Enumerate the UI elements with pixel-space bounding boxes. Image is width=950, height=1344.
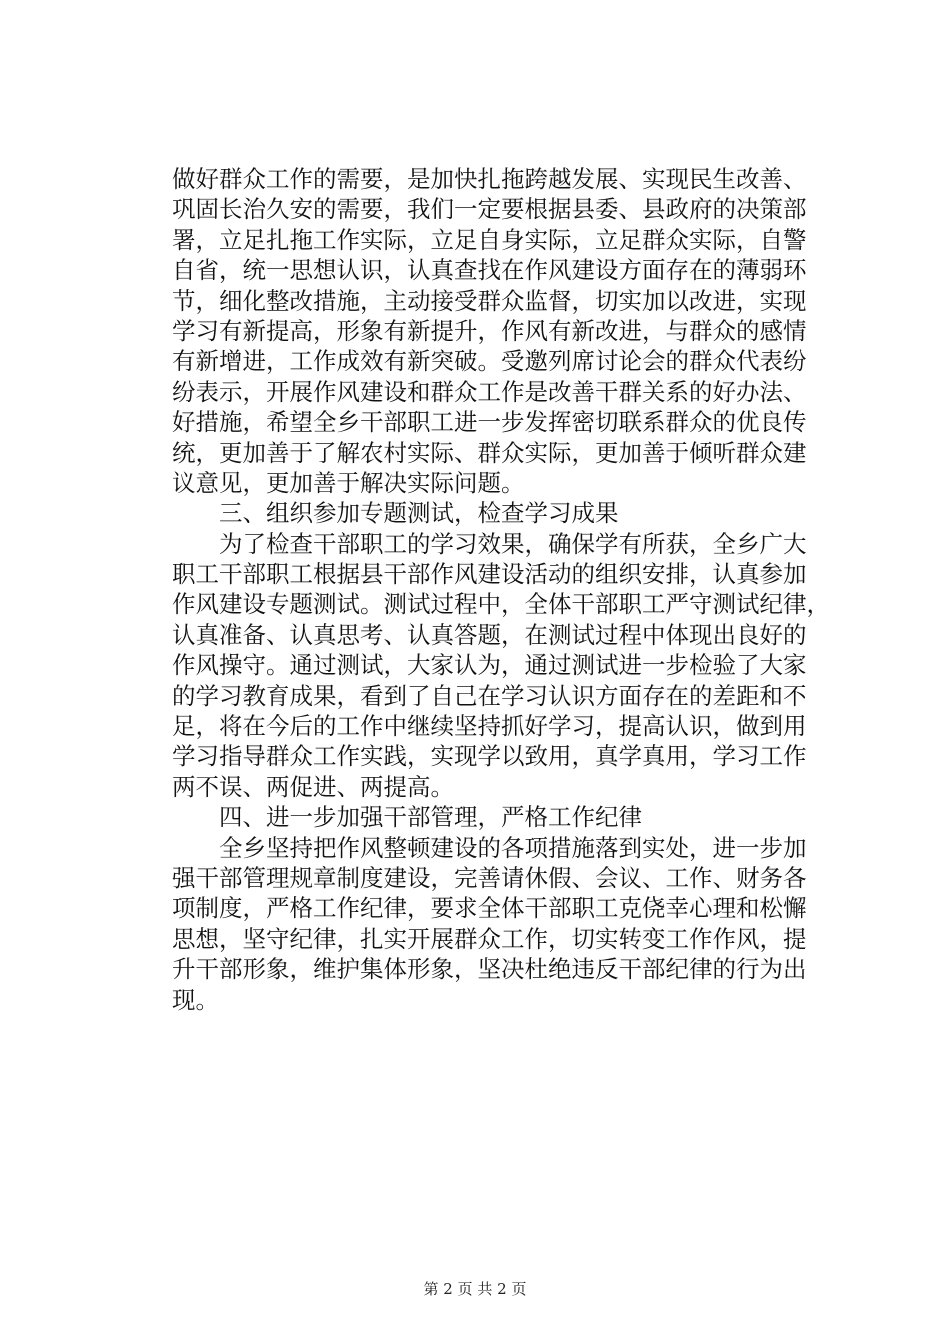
- text-line: 升干部形象，维护集体形象，坚决杜绝违反干部纪律的行为出: [172, 955, 807, 984]
- text-line: 职工干部职工根据县干部作风建设活动的组织安排，认真参加: [172, 560, 807, 589]
- text-line: 自省，统一思想认识，认真查找在作风建设方面存在的薄弱环: [172, 256, 807, 285]
- section-heading: 四、进一步加强干部管理，严格工作纪律: [219, 803, 642, 832]
- text-line: 有新增进，工作成效有新突破。受邀列席讨论会的群众代表纷: [172, 347, 807, 376]
- text-line: 的学习教育成果，看到了自己在学习认识方面存在的差距和不: [172, 681, 807, 710]
- text-line: 学习有新提高，形象有新提升，作风有新改进，与群众的感情: [172, 316, 807, 345]
- text-line: 学习指导群众工作实践，实现学以致用，真学真用，学习工作: [172, 742, 807, 771]
- text-line: 好措施，希望全乡干部职工进一步发挥密切联系群众的优良传: [172, 408, 807, 437]
- page-footer: 第 2 页 共 2 页: [423, 1280, 527, 1298]
- text-line: 作风建设专题测试。测试过程中，全体干部职工严守测试纪律，: [172, 590, 830, 619]
- text-line: 足，将在今后的工作中继续坚持抓好学习，提高认识，做到用: [172, 712, 807, 741]
- text-line: 纷表示，开展作风建设和群众工作是改善干群关系的好办法、: [172, 377, 807, 406]
- text-line: 署，立足扎拖工作实际，立足自身实际，立足群众实际，自警: [172, 225, 807, 254]
- section-heading: 三、组织参加专题测试，检查学习成果: [219, 499, 619, 528]
- text-line: 节，细化整改措施，主动接受群众监督，切实加以改进，实现: [172, 286, 807, 315]
- text-line: 全乡坚持把作风整顿建设的各项措施落到实处，进一步加: [219, 833, 807, 862]
- text-line: 强干部管理规章制度建设，完善请休假、会议、工作、财务各: [172, 863, 807, 892]
- text-line: 做好群众工作的需要，是加快扎拖跨越发展、实现民生改善、: [172, 165, 807, 193]
- text-line: 现。: [172, 985, 219, 1014]
- text-line: 为了检查干部职工的学习效果，确保学有所获，全乡广大: [219, 529, 807, 558]
- text-line: 项制度，严格工作纪律，要求全体干部职工克侥幸心理和松懈: [172, 894, 807, 923]
- text-line: 作风操守。通过测试，大家认为，通过测试进一步检验了大家: [172, 651, 807, 680]
- text-line: 认真准备、认真思考、认真答题，在测试过程中体现出良好的: [172, 620, 807, 649]
- text-line: 两不误、两促进、两提高。: [172, 772, 454, 801]
- text-line: 议意见，更加善于解决实际问题。: [172, 468, 525, 497]
- text-line: 巩固长治久安的需要，我们一定要根据县委、县政府的决策部: [172, 195, 807, 224]
- text-line: 思想，坚守纪律，扎实开展群众工作，切实转变工作作风，提: [172, 924, 807, 953]
- text-line: 统，更加善于了解农村实际、群众实际，更加善于倾听群众建: [172, 438, 807, 467]
- document-body: [172, 164, 830, 1015]
